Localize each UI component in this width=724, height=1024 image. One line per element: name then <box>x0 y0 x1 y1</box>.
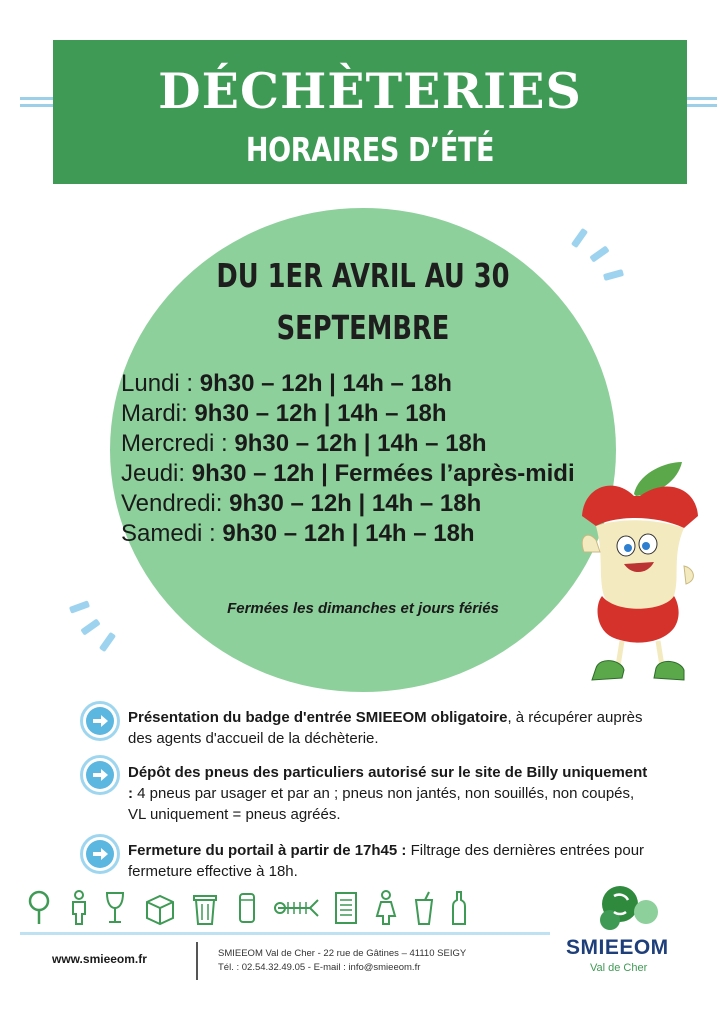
tree-icon <box>26 890 52 926</box>
box-icon <box>143 890 177 926</box>
schedule-row <box>121 429 575 459</box>
footer-address <box>218 947 466 975</box>
schedule-row <box>121 459 575 489</box>
bottle-icon <box>450 890 468 926</box>
schedule-hours: 9h30 – 12h | 14h – 18h <box>222 520 475 547</box>
header-banner <box>53 40 687 184</box>
cup-icon <box>413 890 435 926</box>
schedule-day: Jeudi: <box>121 460 192 487</box>
footer-website-link[interactable]: www.smieeom.fr <box>52 952 147 966</box>
schedule-list <box>121 369 575 549</box>
info-item-2-bold: Dépôt des pneus des particuliers autorisé sur le site de Billy uniquement : <box>128 764 648 802</box>
schedule-row <box>121 369 575 399</box>
footer-address-line-2: Tél. : 02.54.32.49.05 - E-mail : info@smieeom.fr <box>218 962 421 973</box>
can-icon <box>238 890 256 926</box>
info-arrow-icon-2 <box>80 755 120 795</box>
trash-bin-icon <box>192 890 218 926</box>
schedule-row <box>121 489 575 519</box>
info-item-1-text: , à récupérer auprès des agents d'accueil de la déchèterie. <box>128 709 643 747</box>
info-item-3-text: Filtrage des dernières entrées pour fermeture effective à 18h. <box>128 842 645 880</box>
info-arrow-icon-1 <box>80 701 120 741</box>
footer-separator <box>196 942 198 980</box>
fish-bone-icon <box>272 890 320 926</box>
info-item-3 <box>128 840 673 882</box>
schedule-hours: 9h30 – 12h | Fermées l’après-midi <box>191 460 575 487</box>
info-item-2 <box>128 762 648 825</box>
info-item-1-bold: Présentation du badge d'entrée SMIEEOM obligatoire <box>128 709 508 726</box>
woman-icon <box>375 890 397 926</box>
brand-name: SMIEEOM <box>566 936 669 959</box>
person-icon <box>70 890 88 926</box>
right-deco-lines <box>687 97 717 111</box>
footer-address-line-1: SMIEEOM Val de Cher - 22 rue de Gâtines – 41110 SEIGY <box>218 948 467 959</box>
schedule-hours: 9h30 – 12h | 14h – 18h <box>199 370 452 397</box>
schedule-day: Mercredi : <box>121 430 235 457</box>
schedule-row <box>121 399 575 429</box>
schedule-hours: 9h30 – 12h | 14h – 18h <box>229 490 482 517</box>
page-title: DÉCHÈTERIES <box>158 62 582 120</box>
info-item-2-text: 4 pneus par usager et par an ; pneus non jantés, non souillés, non coupés, VL uniquement = pneus agréés. <box>128 785 635 823</box>
period-line-2: SEPTEMBRE <box>276 308 450 347</box>
smieeom-logo-icon <box>594 882 664 936</box>
brand-tagline: Val de Cher <box>590 962 648 974</box>
schedule-row <box>121 519 575 549</box>
apple-mascot-illustration <box>574 456 704 702</box>
closed-note: Fermées les dimanches et jours fériés <box>227 600 499 617</box>
schedule-day: Vendredi: <box>121 490 230 517</box>
info-item-3-bold: Fermeture du portail à partir de 17h45 : <box>128 842 407 859</box>
left-deco-lines <box>20 97 54 111</box>
schedule-hours: 9h30 – 12h | 14h – 18h <box>234 430 487 457</box>
schedule-day: Lundi : <box>121 370 200 397</box>
info-arrow-icon-3 <box>80 834 120 874</box>
period-line-1: DU 1ER AVRIL AU 30 <box>216 256 510 295</box>
schedule-day: Mardi: <box>121 400 195 427</box>
wine-glass-icon <box>104 890 126 926</box>
document-icon <box>334 890 358 926</box>
info-item-1 <box>128 707 658 749</box>
pictogram-divider <box>20 932 550 935</box>
schedule-day: Samedi : <box>121 520 223 547</box>
schedule-hours: 9h30 – 12h | 14h – 18h <box>194 400 447 427</box>
page-subtitle: HORAIRES D’ÉTÉ <box>245 130 495 169</box>
